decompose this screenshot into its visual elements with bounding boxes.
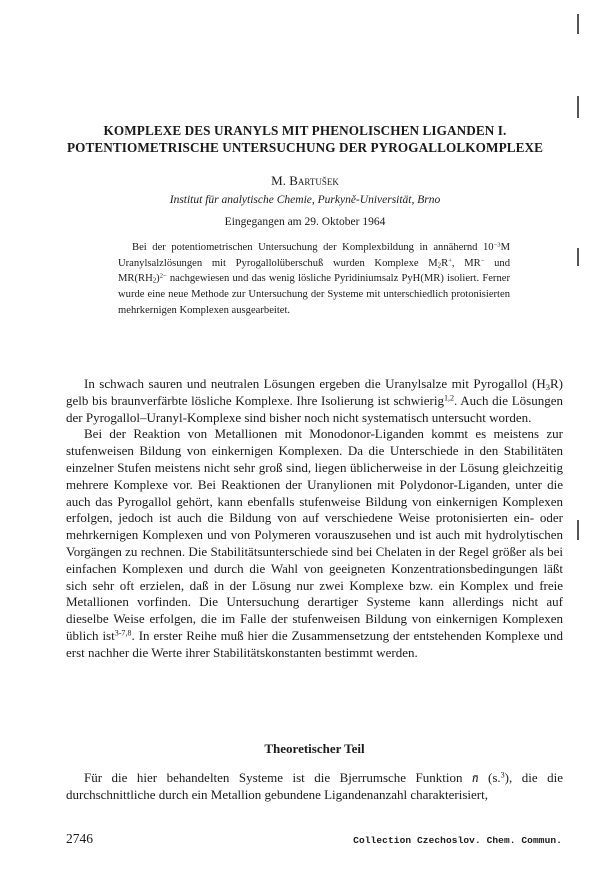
superscript: −3 [493, 241, 501, 249]
body-paragraph-2 [66, 426, 563, 661]
subscript: 2 [152, 278, 157, 286]
author-institute: Institut für analytische Chemie, Purkyně-Universität, Brno [169, 194, 441, 206]
abstract-text: R [441, 257, 449, 269]
margin-mark [577, 520, 579, 540]
section-heading: Theoretischer Teil [264, 741, 365, 756]
section-body-text [66, 770, 563, 804]
received-date: Eingegangen am 29. Oktober 1964 [224, 216, 386, 228]
journal-name: Collection Czechoslov. Chem. Commun. [353, 835, 562, 846]
citation-superscript: 3 [500, 770, 505, 780]
paragraph-text: (s. [478, 770, 501, 785]
superscript: + [448, 257, 452, 265]
author-surname: Bartušek [289, 173, 339, 188]
paragraph-text: R) gelb bis braunverfärbte lösliche Komplexe. Ihre Isolierung ist schwierig [66, 376, 563, 408]
superscript: 2− [159, 272, 167, 280]
paragraph-text: In schwach sauren und neutralen Lösungen ergeben die Uranylsalze mit Pyrogallol (H [84, 376, 546, 391]
body-text [66, 376, 563, 662]
page-number: 2746 [66, 831, 93, 846]
citation-superscript: 1,2 [443, 393, 455, 403]
abstract-text: nachgewiesen und das wenig lösliche Pyridiniumsalz PyH(MR) isoliert. Ferner wurde eine neue Methode zur Untersuchung der Systeme mit unterschiedlich protonisierten mehrkernigen Komplexen ausgearbeitet. [118, 273, 510, 316]
subscript: 3 [545, 382, 550, 393]
paragraph-text: . In erster Reihe muß hier die Zusammensetzung der entstehenden Komplexe und erst nachher die Werte ihrer Stabilitätskonstanten bestimmt werden. [66, 627, 563, 660]
margin-mark [577, 96, 579, 118]
margin-mark [577, 14, 579, 34]
subscript: 2 [437, 262, 442, 270]
paragraph-text: Bei der Reaktion von Metallionen mit Monodonor-Liganden kommt es meistens zur stufenweisen Bildung von einkernigen Komplexen. Da die Unterschiede in den Stabilitäten einzelner Stufen meistens nicht sehr groß sind, liegen üblicherweise in der Lösung gleichzeitig mehrere Komplexe vor. Bei Reaktionen der Uranylionen mit Polydonor-Liganden, unter die auch das Pyrogallol gehört, kann ebenfalls stufenweise Bildung von einkernigen Komplexen erfolgen, jedoch ist auch die Bildung von auf verschiedene Weise protonisierten ein- oder mehrkernigen Komplexen und von Polymeren vorauszusehen und ist auch mit hydrolytischen Vorgängen zu rechnen. Die Stabilitätsunterschiede sind bei Chelaten in der Regel größer als bei einfachen Komplexen und durch die Wahl von geeigneten Konzentrationsbedingungen läßt sich sehr oft erzielen, daß in der Lösung nur zwei Komplexe bzw. ein Komplex und freie Metallionen vorfinden. Die Untersuchung derartiger Systeme kann allerdings nicht auf dieselbe Weise erfolgen, die im Falle der stufenweisen Bildung von einkernigen Komplexen üblich ist [66, 426, 563, 643]
body-paragraph-1 [66, 376, 563, 426]
title-line-2: POTENTIOMETRISCHE UNTERSUCHUNG DER PYROGALLOLKOMPLEXE [66, 140, 544, 155]
superscript: − [480, 257, 485, 265]
author-initial: M. [271, 173, 290, 188]
margin-mark [577, 248, 579, 266]
abstract [118, 240, 510, 319]
molar-unit: M [500, 242, 510, 253]
abstract-text: und MR(RH [118, 257, 510, 285]
paragraph-text: . Auch die Lösungen der Pyrogallol–Uranyl-Komplexe sind bisher noch nicht systematisch untersucht worden. [66, 392, 563, 425]
abstract-paragraph [118, 240, 510, 319]
author-name [60, 173, 550, 189]
bjerrum-function-symbol: n̄ [472, 770, 479, 785]
paragraph-text: ), die die durchschnittliche durch ein Metallion gebundene Ligandenanzahl charakterisiert, [66, 770, 564, 802]
abstract-text: Bei der potentiometrischen Untersuchung der Komplexbildung in annähernd 10 [132, 242, 494, 253]
article-title [60, 122, 550, 156]
section-paragraph-1 [66, 770, 563, 804]
paragraph-text: Für die hier behandelten Systeme ist die Bjerrumsche Funktion [84, 770, 472, 785]
citation-superscript: 3-7,8 [114, 628, 132, 638]
title-line-1: KOMPLEXE DES URANYLS MIT PHENOLISCHEN LIGANDEN I. [103, 123, 507, 138]
abstract-text: Uranylsalzlösungen mit Pyrogallolüberschuß wurden Komplexe M [118, 257, 438, 269]
abstract-text: ) [156, 273, 160, 285]
abstract-text: , MR [451, 257, 481, 269]
